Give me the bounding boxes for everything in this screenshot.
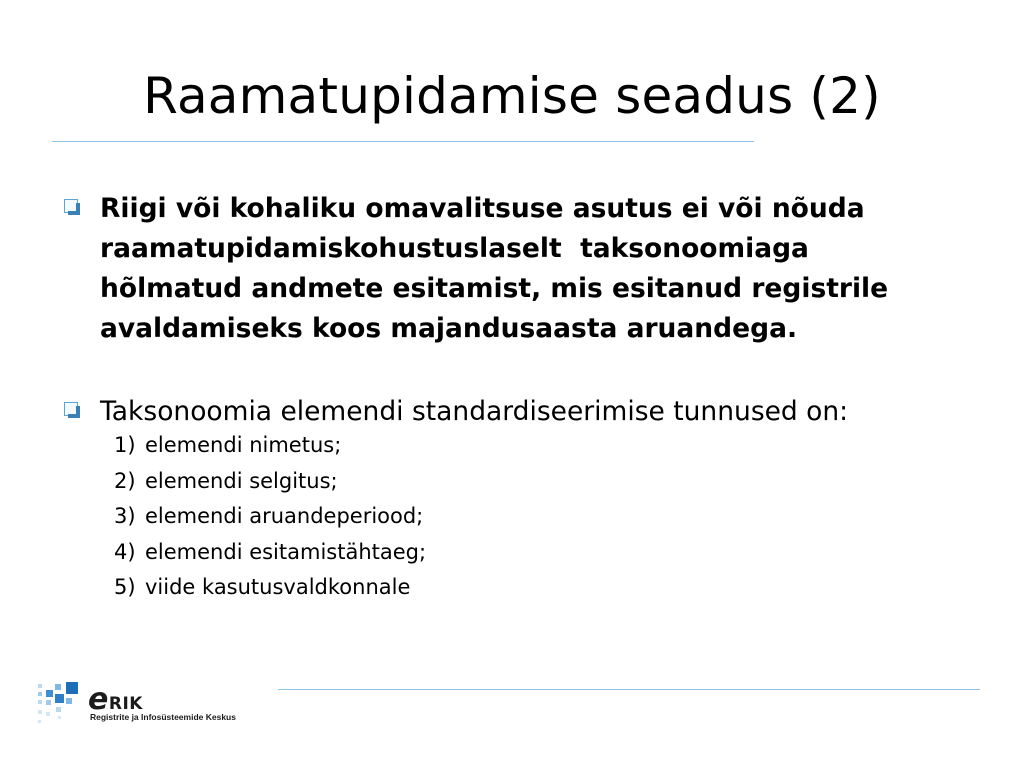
erik-logo bbox=[36, 678, 266, 728]
list-item bbox=[114, 570, 714, 606]
list-text: elemendi aruandeperiood; bbox=[145, 504, 424, 528]
checkbox-bullet-icon bbox=[64, 199, 78, 213]
list-item bbox=[114, 499, 714, 535]
checkbox-bullet-icon bbox=[64, 402, 78, 416]
list-item bbox=[114, 535, 714, 571]
list-item bbox=[114, 428, 714, 464]
numbered-list bbox=[114, 428, 714, 606]
footer-divider bbox=[278, 689, 980, 690]
list-item bbox=[114, 464, 714, 500]
list-number: 1) bbox=[114, 433, 136, 457]
list-text: elemendi nimetus; bbox=[145, 433, 342, 457]
bullet-text: Taksonoomia elemendi standardiseerimise tunnused on: bbox=[100, 396, 849, 427]
list-number: 4) bbox=[114, 539, 136, 564]
logo-tagline: Registrite ja Infosüsteemide Keskus bbox=[90, 712, 236, 722]
bullet-text: Riigi või kohaliku omavalitsuse asutus ei või nõuda raamatupidamiskohustuslaselt taksonoomiaga hõlmatud andmete esitamist, mis esitanud registrile avaldamiseks koos majandusaasta aruandega. bbox=[100, 193, 889, 344]
pixel-squares-icon bbox=[36, 678, 86, 728]
list-number: 2) bbox=[114, 468, 136, 493]
list-number: 5) bbox=[114, 575, 136, 599]
slide-title: Raamatupidamise seadus (2) bbox=[143, 67, 881, 125]
list-text: elemendi esitamistähtaeg; bbox=[145, 539, 427, 564]
list-text: viide kasutusvaldkonnale bbox=[145, 575, 411, 599]
list-number: 3) bbox=[114, 504, 136, 528]
title-divider bbox=[52, 141, 754, 142]
logo-name: RIK bbox=[108, 694, 143, 714]
list-text: elemendi selgitus; bbox=[145, 468, 338, 493]
logo-e: e bbox=[88, 682, 109, 717]
